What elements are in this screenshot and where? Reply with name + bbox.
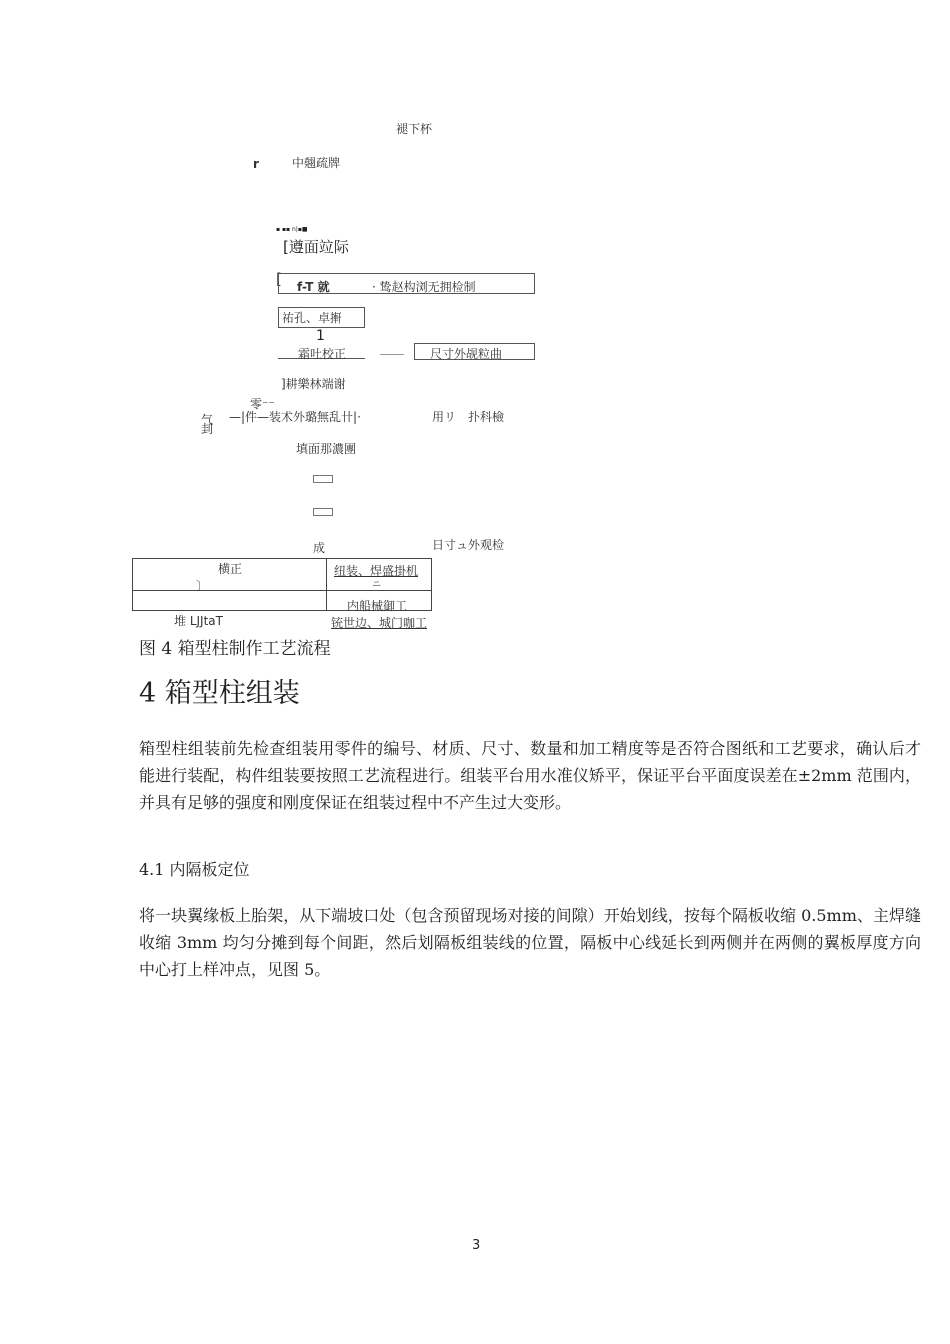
- flow-table-right-bottom: 内船械御工: [347, 599, 408, 613]
- flow-digit-one: 1: [316, 328, 325, 344]
- flow-small-box-1: [313, 475, 333, 483]
- figure-r-mark: r: [253, 157, 259, 171]
- flow-table-hline: [132, 590, 432, 591]
- flow-lower-clipped: 填面那濃團: [296, 442, 357, 456]
- figure-clipped-text: 中翹疏牌: [292, 156, 341, 170]
- section-title: 4 箱型柱组装: [139, 678, 300, 709]
- flow-table-vline: [326, 558, 327, 611]
- flow-label-holes: 祐孔、卓搟: [282, 311, 343, 325]
- flow-label-size: 尺寸外觇粒曲: [430, 347, 503, 361]
- flow-small-box-2: [313, 508, 333, 516]
- figure-small-mark: ▪ ▪▪ n|▪■: [276, 226, 308, 233]
- page-number: 3: [472, 1238, 481, 1253]
- flow-label-bracket: ]耕樂林端谢: [281, 377, 346, 391]
- flow-table-left-top: 横正: [218, 562, 243, 576]
- flow-label-ft: f-T 就: [297, 280, 330, 294]
- flow-connector: [380, 354, 404, 355]
- flow-label-correct: 霜吐校正: [298, 347, 347, 361]
- figure-bracket-mark: [: [276, 270, 282, 288]
- figure-top-label: 褪下杯: [396, 122, 433, 136]
- flow-clipped-cheng: 成: [313, 541, 326, 555]
- flow-label-part: 零⁻⁻: [250, 397, 275, 411]
- paragraph-1: 箱型柱组装前先检查组装用零件的编号、材质、尺寸、数量和加工精度等是否符合图纸和工艺要求，确认后才能进行装配，构件组装要按照工艺流程进行。组装平台用水准仪矫平，保证平台平面度误差在±2mm 范围内，并具有足够的强度和刚度保证在组装过程中不产生过大变形。: [139, 739, 921, 812]
- flow-label-qi: 气 刲: [201, 413, 214, 436]
- paragraph-2: 将一块翼缘板上胎架，从下端坡口处（包含预留现场对接的间隙）开始划线，按每个隔板收缩 0.5mm、主焊缝收缩 3mm 均匀分摊到每个间距，然后划隔板组装线的位置，隔板中心线延长到两侧并在两侧的翼板厚度方向中心打上样冲点，见图 5。: [139, 906, 921, 979]
- flow-table-right-mark: ニ: [372, 580, 382, 590]
- figure-caption: 图 4 箱型柱制作工艺流程: [139, 639, 331, 659]
- figure-bracket-title: [遵面竝际: [283, 238, 349, 256]
- flow-label-below-left: 堆 LJJtaT: [174, 614, 223, 628]
- subsection-title: 4.1 内隔板定位: [139, 860, 250, 879]
- flow-right-clipped-2: 日寸ュ外观检: [432, 538, 505, 552]
- flow-label-inspect: · 鸷赵构浏无拥检制: [372, 280, 476, 294]
- flow-assembly-line: —|件—装术外璐無乱卄|·: [229, 410, 361, 424]
- flow-table-left-mark: 〕: [196, 579, 209, 593]
- flow-table-right-top: 纽装、焊盛掛机: [334, 564, 419, 578]
- flow-right-clipped: 用リ 扑科檢: [432, 410, 505, 424]
- flow-label-below-right: 铳世边、城门咖工: [331, 616, 428, 630]
